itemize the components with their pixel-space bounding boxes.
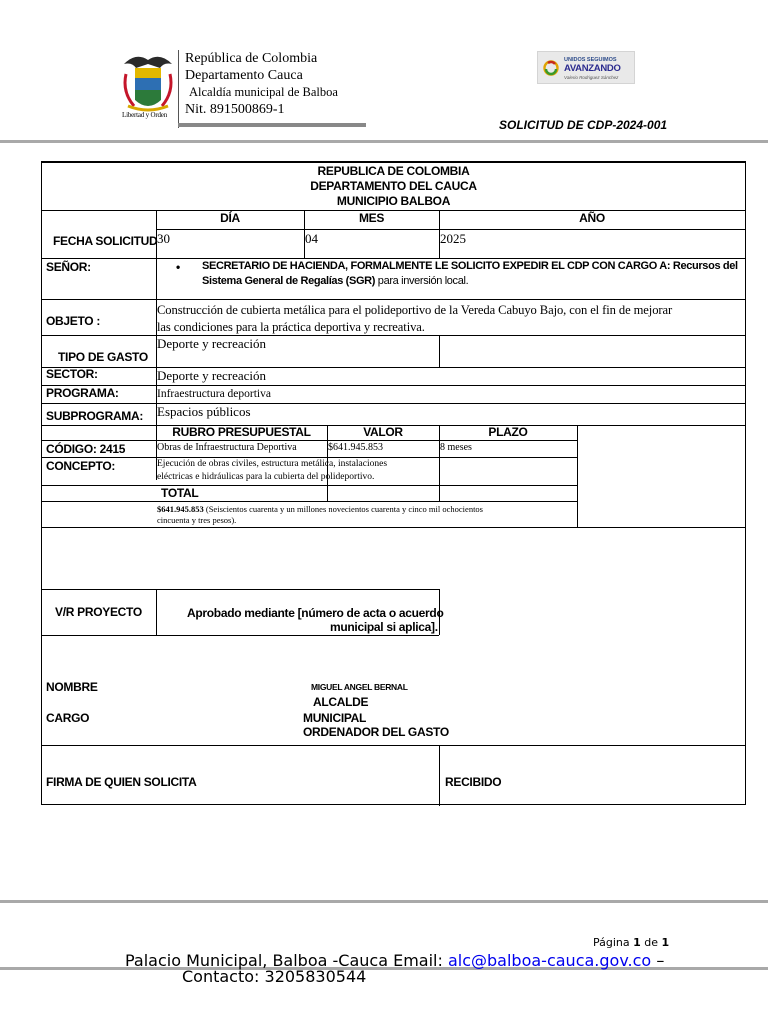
rule: [156, 229, 745, 230]
rule: [42, 485, 577, 486]
address-text: Palacio Municipal, Balboa -Cauca Email:: [125, 951, 443, 970]
rule: [156, 589, 157, 635]
rule: [439, 335, 440, 367]
vr-proyecto-text2: municipal si aplica].: [330, 620, 438, 634]
page-number: [593, 936, 669, 949]
programa-value: Infraestructura deportiva: [157, 388, 271, 400]
rule: [42, 527, 745, 528]
codigo-label: CÓDIGO: 2415: [46, 442, 126, 456]
rule: [42, 299, 745, 300]
objeto-line2: las condiciones para la práctica deportiva y recreativa.: [157, 320, 425, 334]
rubro-value: Obras de Infraestructura Deportiva: [157, 442, 297, 453]
rule: [42, 745, 745, 746]
rule: [42, 501, 577, 502]
logo-sub-text: Valerio Rodriguez Sánchez: [564, 75, 619, 80]
nit-text: Nit. 891500869-1: [185, 102, 285, 117]
recibido-label: RECIBIDO: [445, 775, 502, 789]
header-info: [178, 50, 368, 128]
subprograma-value: Espacios públicos: [157, 404, 251, 419]
republic-text: República de Colombia: [185, 51, 318, 66]
cargo-line1: ALCALDE: [313, 695, 369, 709]
email-link[interactable]: alc@balboa-cauca.gov.co: [447, 951, 652, 970]
nombre-label: NOMBRE: [46, 680, 98, 694]
sector-label: SECTOR:: [46, 367, 98, 381]
rule: [42, 589, 439, 590]
valor-header: VALOR: [363, 425, 403, 439]
programa-label: PROGRAMA:: [46, 386, 119, 400]
document-code: SOLICITUD DE CDP-2024-001: [499, 118, 668, 132]
vr-proyecto-label: V/R PROYECTO: [55, 605, 142, 619]
tipo-gasto-label: TIPO DE GASTO: [58, 350, 148, 364]
page-prefix: Página: [593, 936, 630, 949]
address-dash: –: [656, 951, 665, 970]
rule: [42, 403, 745, 404]
senor-text-line2: [202, 275, 468, 287]
total-amount: $641.945.853: [157, 504, 204, 514]
year-header: AÑO: [579, 211, 605, 225]
footer-contact: Contacto: 3205830544: [182, 967, 367, 986]
sector-value: Deporte y recreación: [157, 368, 266, 383]
rule: [577, 425, 578, 527]
senor-text-bold2: Sistema General de Regalías (SGR): [202, 275, 376, 287]
concepto-line1: Ejecución de obras civiles, estructura metálica, instalaciones: [157, 459, 388, 469]
rule: [42, 635, 439, 636]
total-words-line1: [157, 504, 483, 514]
objeto-label: OBJETO :: [46, 314, 101, 328]
concepto-line2: eléctricas e hidráulicas para la cubierta del polideportivo.: [157, 472, 375, 482]
cargo-line3: ORDENADOR DEL GASTO: [303, 725, 449, 739]
rule: [42, 367, 745, 368]
rule: [42, 385, 745, 386]
month-value: 04: [305, 231, 318, 246]
department-text: Departamento Cauca: [185, 68, 303, 83]
rule: [439, 745, 440, 806]
page-total: 1: [661, 936, 670, 949]
nombre-value: MIGUEL ANGEL BERNAL: [311, 682, 408, 692]
form-title-line2: DEPARTAMENTO DEL CAUCA: [310, 179, 477, 193]
rubro-header: RUBRO PRESUPUESTAL: [172, 425, 311, 439]
subprograma-label: SUBPROGRAMA:: [46, 409, 144, 423]
senor-bullet: •: [176, 260, 180, 274]
header-underline: [178, 123, 366, 127]
day-header: DÍA: [220, 211, 240, 225]
month-header: MES: [358, 211, 385, 225]
page-current: 1: [633, 936, 641, 949]
senor-text-rest: para inversión local.: [377, 275, 469, 287]
tipo-gasto-value: Deporte y recreación: [157, 336, 266, 351]
senor-label: SEÑOR:: [46, 260, 91, 274]
cargo-label: CARGO: [46, 711, 90, 725]
plazo-value: 8 meses: [440, 442, 472, 453]
objeto-line1: Construcción de cubierta metálica para el polideportivo de la Vereda Cabuyo Bajo, con el fin de mejorar: [157, 303, 673, 317]
header-rule: [0, 140, 768, 143]
plazo-header: PLAZO: [488, 425, 528, 439]
firma-label: FIRMA DE QUIEN SOLICITA: [46, 775, 197, 789]
valor-value: $641.945.853: [328, 442, 383, 453]
page-of: de: [644, 936, 659, 949]
year-value: 2025: [440, 231, 466, 246]
rule: [42, 258, 745, 259]
rule: [42, 335, 745, 336]
total-label: TOTAL: [161, 486, 199, 500]
total-words1: (Seiscientos cuarenta y un millones novecientos cuarenta y cinco mil ochocientos: [205, 504, 483, 514]
form-title-line3: MUNICIPIO BALBOA: [336, 194, 451, 208]
municipality-text: Alcaldía municipal de Balboa: [189, 85, 338, 99]
total-words-line2: cincuenta y tres pesos).: [157, 515, 237, 525]
rule: [42, 440, 577, 441]
footer-rule-top: [0, 900, 768, 903]
logo-ring-icon: [543, 60, 559, 76]
cargo-line2: MUNICIPAL: [303, 711, 367, 725]
form-title-line1: REPUBLICA DE COLOMBIA: [317, 164, 470, 178]
logo-main-text: AVANZANDO: [564, 63, 621, 74]
day-value: 30: [157, 231, 170, 246]
fecha-label: FECHA SOLICITUD: [53, 234, 158, 248]
vr-proyecto-text1: Aprobado mediante [número de acta o acuerdo: [187, 606, 444, 620]
campaign-logo: [537, 51, 635, 84]
rule: [42, 457, 577, 458]
cdp-request-form: [41, 161, 746, 805]
motto-text: Libertad y Orden: [122, 111, 168, 119]
concepto-label: CONCEPTO:: [46, 459, 116, 473]
logo-top-text: UNIDOS SEGUIMOS: [564, 57, 617, 63]
senor-text-line1: SECRETARIO DE HACIENDA, FORMALMENTE LE SOLICITO EXPEDIR EL CDP CON CARGO A: Recursos del: [202, 260, 738, 272]
